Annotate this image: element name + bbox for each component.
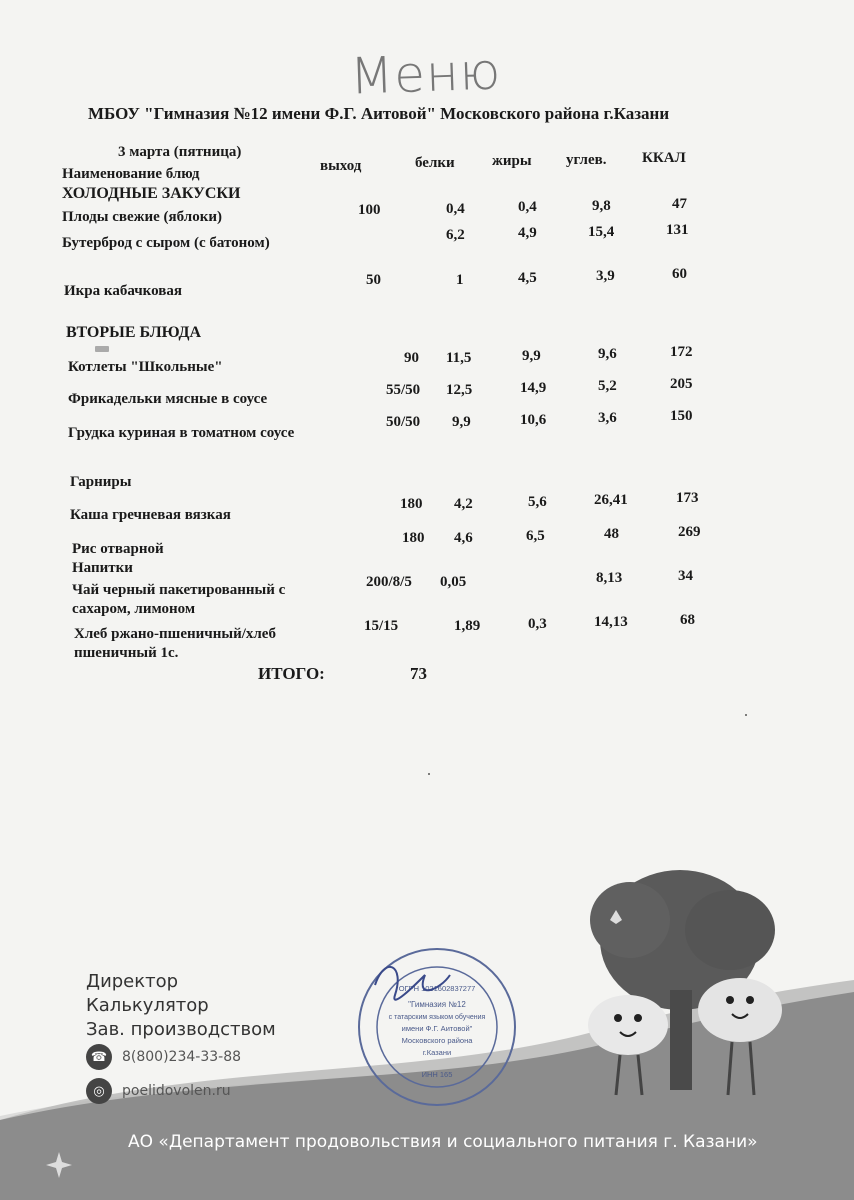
dish-name: Фрикадельки мясные в соусе xyxy=(68,391,268,407)
dish-name: Чай черный пакетированный с сахаром, лимоном xyxy=(72,582,286,617)
section-cold: ХОЛОДНЫЕ ЗАКУСКИ xyxy=(62,185,241,202)
dish-kcal: 131 xyxy=(666,222,689,238)
dish-carb: 5,2 xyxy=(598,378,617,394)
dish-out: 50/50 xyxy=(386,414,421,430)
dish-prot: 4,2 xyxy=(454,496,473,512)
dish-kcal: 34 xyxy=(678,568,693,584)
dish-name: Котлеты "Школьные" xyxy=(68,359,223,375)
dish-name: Хлеб ржано-пшеничный/хлеб пшеничный 1с. xyxy=(74,626,276,661)
smudge xyxy=(95,346,109,352)
stamp-line: "Гимназия №12 xyxy=(408,1000,466,1009)
site-link[interactable]: poelidovolen.ru xyxy=(122,1083,231,1099)
stamp-inn: ИНН 165 xyxy=(421,1070,453,1079)
dish-prot: 4,6 xyxy=(454,530,473,546)
dish-out: 50 xyxy=(366,272,381,288)
stamp-ogrn: ОГРН 1021602837277 xyxy=(398,984,476,993)
col-header-prot: белки xyxy=(415,155,455,171)
dish-carb: 48 xyxy=(604,526,619,542)
menu-heading: Меню xyxy=(349,42,503,106)
dish-carb: 15,4 xyxy=(588,224,615,240)
dish-kcal: 205 xyxy=(670,376,693,392)
dish-out: 90 xyxy=(404,350,419,366)
col-header-name: Наименование блюд xyxy=(62,166,200,182)
dish-kcal: 60 xyxy=(672,266,687,282)
dish-prot: 0,4 xyxy=(446,201,465,217)
section-second: ВТОРЫЕ БЛЮДА xyxy=(66,324,201,341)
col-header-carb: углев. xyxy=(566,152,607,168)
dish-out: 180 xyxy=(400,496,423,512)
dish-prot: 0,05 xyxy=(440,574,467,590)
dish-carb: 9,6 xyxy=(598,346,617,362)
dish-kcal: 150 xyxy=(670,408,693,424)
dish-out: 100 xyxy=(358,202,381,218)
dish-fat: 9,9 xyxy=(522,348,541,364)
site-contact xyxy=(86,1078,231,1104)
dish-carb: 26,41 xyxy=(594,492,628,508)
dish-name: Плоды свежие (яблоки) xyxy=(62,209,222,225)
dish-fat: 0,4 xyxy=(518,199,537,215)
dish-out: 180 xyxy=(402,530,425,546)
menu-date: 3 марта (пятница) xyxy=(118,144,242,160)
dish-out: 55/50 xyxy=(386,382,421,398)
dish-fat: 14,9 xyxy=(520,380,547,396)
mascot-illustration xyxy=(560,850,820,1120)
sparkle-icon xyxy=(44,1150,74,1180)
dish-name: Бутерброд с сыром (с батоном) xyxy=(62,235,270,251)
stray-mark xyxy=(428,773,430,775)
dish-prot: 6,2 xyxy=(446,227,465,243)
dish-fat: 5,6 xyxy=(528,494,547,510)
total-value: 73 xyxy=(410,664,427,683)
dish-fat: 6,5 xyxy=(526,528,545,544)
company-name: АО «Департамент продовольствия и социального питания г. Казани» xyxy=(128,1132,758,1152)
dish-name: Рис отварной xyxy=(72,541,164,557)
stamp-line: г.Казани xyxy=(422,1048,452,1057)
organization-title: МБОУ "Гимназия №12 имени Ф.Г. Аитовой" Московского района г.Казани xyxy=(88,104,670,123)
dish-kcal: 172 xyxy=(670,344,693,360)
stamp-line: с татарским языком обучения xyxy=(388,1014,486,1021)
dish-prot: 1 xyxy=(456,272,464,288)
globe-icon: ◎ xyxy=(86,1078,112,1104)
phone-icon: ☎ xyxy=(86,1044,112,1070)
dish-fat: 10,6 xyxy=(520,412,547,428)
col-header-out: выход xyxy=(320,158,362,174)
dish-carb: 3,9 xyxy=(596,268,615,284)
dish-carb: 3,6 xyxy=(598,410,617,426)
stamp-line: Московского района xyxy=(401,1036,473,1045)
role-calculator: Калькулятор xyxy=(86,995,209,1016)
signatures-block xyxy=(86,970,276,1042)
section-garnish: Гарниры xyxy=(70,474,132,490)
dish-fat: 4,5 xyxy=(518,270,537,286)
dish-prot: 1,89 xyxy=(454,618,481,634)
dish-name: Икра кабачковая xyxy=(64,283,182,299)
phone-contact xyxy=(86,1044,241,1070)
dish-name: Каша гречневая вязкая xyxy=(70,507,231,523)
stamp-line: имени Ф.Г. Аитовой" xyxy=(401,1024,473,1033)
dish-prot: 11,5 xyxy=(446,350,472,366)
dish-kcal: 47 xyxy=(672,196,687,212)
dish-prot: 12,5 xyxy=(446,382,473,398)
dish-kcal: 269 xyxy=(678,524,701,540)
section-drinks: Напитки xyxy=(72,560,133,576)
dish-prot: 9,9 xyxy=(452,414,471,430)
role-production-head: Зав. производством xyxy=(86,1019,276,1040)
dish-kcal: 173 xyxy=(676,490,699,506)
col-header-kcal: ККАЛ xyxy=(642,150,686,166)
phone-number: 8(800)234-33-88 xyxy=(122,1049,242,1065)
role-director: Директор xyxy=(86,971,179,992)
dish-carb: 14,13 xyxy=(594,614,628,630)
col-header-fat: жиры xyxy=(492,153,532,169)
dish-carb: 8,13 xyxy=(596,570,623,586)
dish-carb: 9,8 xyxy=(592,198,611,214)
dish-fat: 0,3 xyxy=(528,616,547,632)
dish-kcal: 68 xyxy=(680,612,695,628)
dish-out: 15/15 xyxy=(364,618,399,634)
official-stamp xyxy=(355,945,520,1110)
stray-mark xyxy=(745,714,747,716)
total-label: ИТОГО: xyxy=(258,664,325,683)
dish-out: 200/8/5 xyxy=(366,574,412,590)
dish-fat: 4,9 xyxy=(518,225,537,241)
dish-name: Грудка куриная в томатном соусе xyxy=(68,425,295,441)
